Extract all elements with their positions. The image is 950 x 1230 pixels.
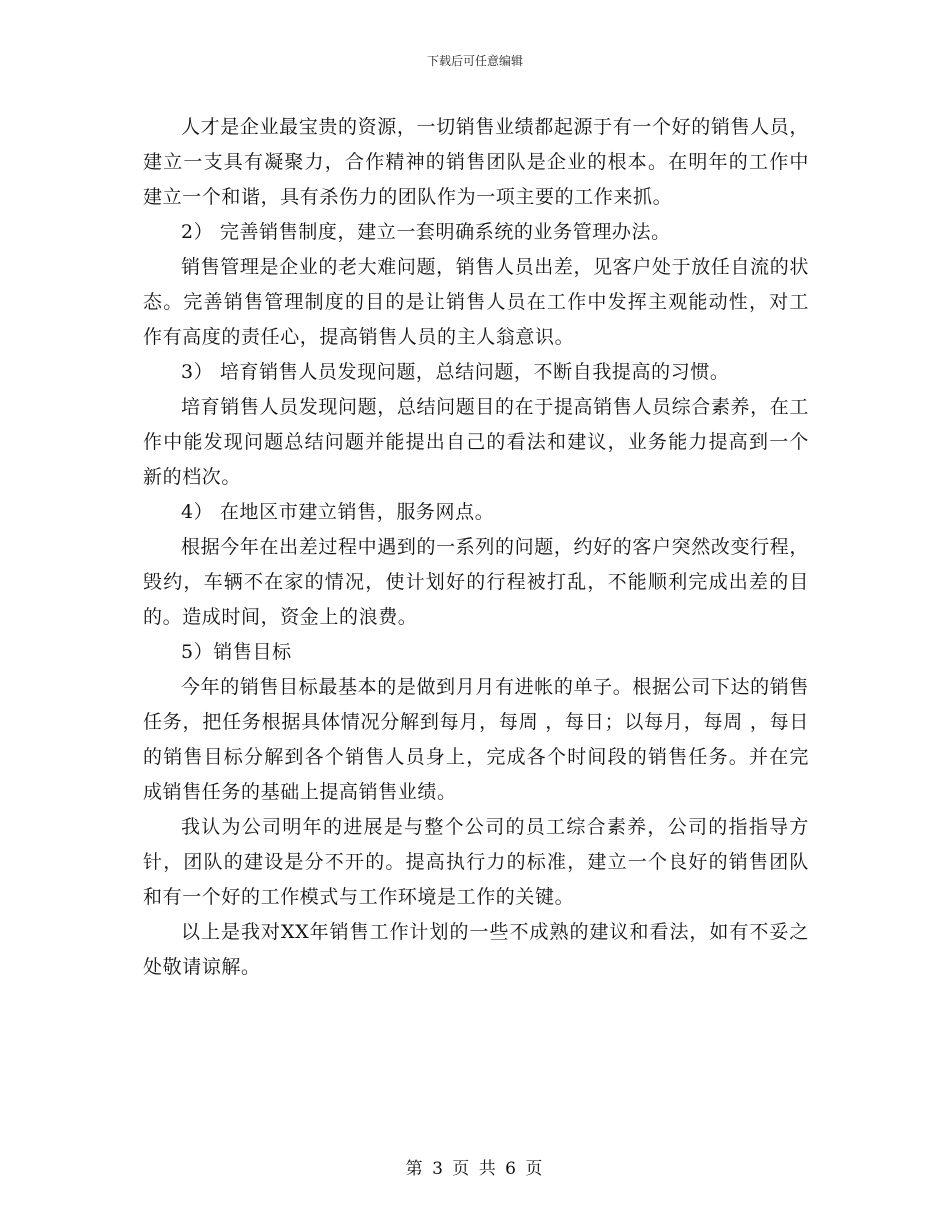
heading-sales-system: 2） 完善销售制度，建立一套明确系统的业务管理办法。 [181,221,671,243]
paragraph-conclusion: 以上是我对XX年销售工作计划的一些不成熟的建议和看法，如有不妥之处敬请谅解。 [143,921,809,978]
paragraph-team: 人才是企业最宝贵的资源，一切销售业绩都起源于有一个好的销售人员，建立一支具有凝聚力，合作精神的销售团队是企业的根本。在明年的工作中建立一个和谐，具有杀伤力的团队作为一项主要的工作来抓。 [143,116,809,208]
page-header: 下载后可任意编辑 [426,54,523,68]
document-body [143,110,809,985]
heading-problem-habits: 3） 培育销售人员发现问题，总结问题，不断自我提高的习惯。 [181,361,730,383]
paragraph-problem-habits: 培育销售人员发现问题，总结问题目的在于提高销售人员综合素养，在工作中能发现问题总结问题并能提出自己的看法和建议，业务能力提高到一个新的档次。 [143,396,809,488]
paragraph-sales-management: 销售管理是企业的老大难问题，销售人员出差，见客户处于放任自流的状态。完善销售管理制度的目的是让销售人员在工作中发挥主观能动性，对工作有高度的责任心，提高销售人员的主人翁意识。 [143,256,809,348]
paragraph-company-progress: 我认为公司明年的进展是与整个公司的员工综合素养，公司的指指导方针，团队的建设是分不开的。提高执行力的标准，建立一个良好的销售团队和有一个好的工作模式与工作环境是工作的关键。 [143,816,809,908]
heading-sales-target: 5）销售目标 [181,641,292,663]
paragraph-sales-target: 今年的销售目标最基本的是做到月月有进帐的单子。根据公司下达的销售任务，把任务根据具体情况分解到每月，每周 ，每日；以每月，每周 ，每日的销售目标分解到各个销售人员身上，完成各个时间段的销售任务。并在完成销售任务的基础上提高销售业绩。 [143,676,809,803]
heading-service-points: 4） 在地区市建立销售，服务网点。 [181,501,495,523]
page-number: 第 3 页 共 6 页 [405,1159,545,1179]
paragraph-service-points: 根据今年在出差过程中遇到的一系列的问题，约好的客户突然改变行程，毁约，车辆不在家的情况，使计划好的行程被打乱，不能顺利完成出差的目的。造成时间，资金上的浪费。 [143,536,809,628]
